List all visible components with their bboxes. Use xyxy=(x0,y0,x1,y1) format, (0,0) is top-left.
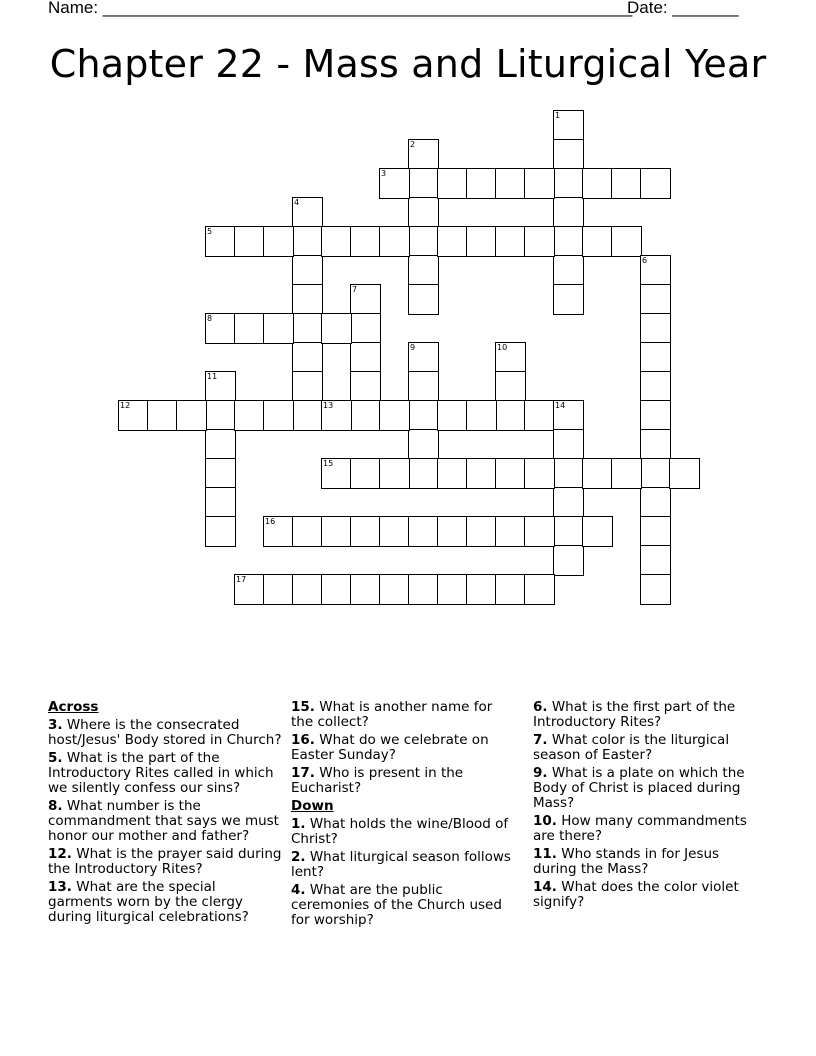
grid-cell[interactable] xyxy=(234,226,265,257)
grid-cell[interactable] xyxy=(524,458,555,489)
clue-across-16: 16. What do we celebrate on Easter Sunday? xyxy=(291,732,489,763)
grid-cell[interactable] xyxy=(350,458,381,489)
grid-cell[interactable] xyxy=(408,516,439,547)
grid-cell[interactable] xyxy=(553,255,584,286)
grid-cell[interactable] xyxy=(350,226,381,257)
grid-cell[interactable] xyxy=(582,226,613,257)
grid-cell[interactable] xyxy=(234,313,265,344)
grid-cell[interactable] xyxy=(553,139,584,170)
grid-cell[interactable] xyxy=(263,400,294,431)
grid-cell[interactable] xyxy=(437,458,468,489)
clue-down-11: 11. Who stands in for Jesus during the Mass? xyxy=(533,846,720,877)
grid-cell[interactable] xyxy=(292,400,323,431)
grid-cell[interactable] xyxy=(437,168,468,199)
cell-number: 4 xyxy=(294,198,300,207)
grid-cell[interactable] xyxy=(524,400,555,431)
cell-number: 11 xyxy=(207,372,218,381)
clue-across-3: 3. Where is the consecrated host/Jesus' Body stored in Church? xyxy=(48,717,282,748)
grid-cell[interactable] xyxy=(553,516,584,547)
grid-cell[interactable] xyxy=(553,168,584,199)
grid-cell[interactable] xyxy=(437,226,468,257)
grid-cell[interactable] xyxy=(553,545,584,576)
grid-cell[interactable] xyxy=(292,284,323,315)
grid-cell[interactable] xyxy=(408,371,439,402)
grid-cell[interactable] xyxy=(611,458,642,489)
grid-cell[interactable] xyxy=(466,226,497,257)
clue-across-15: 15. What is another name for the collect? xyxy=(291,699,493,730)
grid-cell[interactable] xyxy=(205,226,236,257)
grid-cell[interactable] xyxy=(437,400,468,431)
grid-cell[interactable] xyxy=(234,400,265,431)
cell-number: 12 xyxy=(120,401,131,410)
grid-cell[interactable] xyxy=(263,226,294,257)
clue-across-8: 8. What number is the commandment that says we must honor our mother and father? xyxy=(48,798,279,844)
grid-cell[interactable] xyxy=(495,226,526,257)
cell-number: 1 xyxy=(555,111,561,120)
grid-cell[interactable] xyxy=(582,516,613,547)
cell-number: 15 xyxy=(323,459,334,468)
grid-cell[interactable] xyxy=(205,313,236,344)
grid-cell[interactable] xyxy=(379,400,410,431)
grid-cell[interactable] xyxy=(321,400,352,431)
clue-down-9: 9. What is a plate on which the Body of Christ is placed during Mass? xyxy=(533,765,745,811)
cell-number: 10 xyxy=(497,343,508,352)
grid-cell[interactable] xyxy=(408,574,439,605)
clue-across-17: 17. Who is present in the Eucharist? xyxy=(291,765,464,796)
grid-cell[interactable] xyxy=(640,429,671,460)
grid-cell[interactable] xyxy=(408,226,439,257)
grid-cell[interactable] xyxy=(495,400,526,431)
grid-cell[interactable] xyxy=(118,400,149,431)
grid-cell[interactable] xyxy=(234,574,265,605)
grid-cell[interactable] xyxy=(379,516,410,547)
grid-cell[interactable] xyxy=(292,226,323,257)
grid-cell[interactable] xyxy=(553,284,584,315)
grid-cell[interactable] xyxy=(524,226,555,257)
grid-cell[interactable] xyxy=(292,574,323,605)
grid-cell[interactable] xyxy=(640,371,671,402)
clue-down-2: 2. What liturgical season follows lent? xyxy=(291,849,511,880)
grid-cell[interactable] xyxy=(205,371,236,402)
cell-number: 3 xyxy=(381,169,387,178)
clue-down-10: 10. How many commandments are there? xyxy=(533,813,747,844)
clue-down-4: 4. What are the public ceremonies of the Church used for worship? xyxy=(291,882,502,928)
date-field-label: Date: _______ xyxy=(627,0,739,17)
grid-cell[interactable] xyxy=(321,226,352,257)
grid-cell[interactable] xyxy=(553,197,584,228)
cell-number: 14 xyxy=(555,401,566,410)
grid-cell[interactable] xyxy=(350,516,381,547)
grid-cell[interactable] xyxy=(408,342,439,373)
grid-cell[interactable] xyxy=(553,458,584,489)
grid-cell[interactable] xyxy=(495,371,526,402)
grid-cell[interactable] xyxy=(408,255,439,286)
cell-number: 8 xyxy=(207,314,213,323)
grid-cell[interactable] xyxy=(408,458,439,489)
grid-cell[interactable] xyxy=(640,545,671,576)
grid-cell[interactable] xyxy=(292,255,323,286)
grid-cell[interactable] xyxy=(437,516,468,547)
grid-cell[interactable] xyxy=(553,400,584,431)
grid-cell[interactable] xyxy=(321,574,352,605)
grid-cell[interactable] xyxy=(292,313,323,344)
down-heading: Down xyxy=(291,798,334,814)
grid-cell[interactable] xyxy=(553,226,584,257)
grid-cell[interactable] xyxy=(350,284,381,315)
grid-cell[interactable] xyxy=(321,516,352,547)
grid-cell[interactable] xyxy=(379,574,410,605)
grid-cell[interactable] xyxy=(205,429,236,460)
grid-cell[interactable] xyxy=(640,342,671,373)
grid-cell[interactable] xyxy=(263,313,294,344)
grid-cell[interactable] xyxy=(408,284,439,315)
grid-cell[interactable] xyxy=(379,226,410,257)
name-field-label: Name: ________________________________________________________ xyxy=(48,0,633,17)
grid-cell[interactable] xyxy=(292,197,323,228)
grid-cell[interactable] xyxy=(379,168,410,199)
grid-cell[interactable] xyxy=(263,516,294,547)
grid-cell[interactable] xyxy=(640,574,671,605)
grid-cell[interactable] xyxy=(408,429,439,460)
grid-cell[interactable] xyxy=(205,458,236,489)
across-heading: Across xyxy=(48,699,99,715)
grid-cell[interactable] xyxy=(640,255,671,286)
grid-cell[interactable] xyxy=(408,400,439,431)
grid-cell[interactable] xyxy=(553,429,584,460)
grid-cell[interactable] xyxy=(495,168,526,199)
cell-number: 9 xyxy=(410,343,416,352)
grid-cell[interactable] xyxy=(640,313,671,344)
grid-cell[interactable] xyxy=(408,168,439,199)
clue-across-5: 5. What is the part of the Introductory Rites called in which we silently confess our sins? xyxy=(48,750,274,796)
cell-number: 13 xyxy=(323,401,334,410)
grid-cell[interactable] xyxy=(350,574,381,605)
grid-cell[interactable] xyxy=(553,487,584,518)
grid-cell[interactable] xyxy=(640,516,671,547)
grid-cell[interactable] xyxy=(466,400,497,431)
clue-column-3 xyxy=(533,700,763,913)
grid-cell[interactable] xyxy=(640,284,671,315)
grid-cell[interactable] xyxy=(176,400,207,431)
grid-cell[interactable] xyxy=(640,168,671,199)
grid-cell[interactable] xyxy=(350,371,381,402)
page-title: Chapter 22 - Mass and Liturgical Year xyxy=(49,42,767,86)
grid-cell[interactable] xyxy=(321,313,352,344)
clue-down-7: 7. What color is the liturgical season of Easter? xyxy=(533,732,730,763)
grid-cell[interactable] xyxy=(321,458,352,489)
grid-cell[interactable] xyxy=(205,516,236,547)
grid-cell[interactable] xyxy=(611,226,642,257)
grid-cell[interactable] xyxy=(292,371,323,402)
cell-number: 2 xyxy=(410,140,416,149)
grid-cell[interactable] xyxy=(495,516,526,547)
grid-cell[interactable] xyxy=(350,313,381,344)
clue-column-1 xyxy=(48,700,284,928)
grid-cell[interactable] xyxy=(640,487,671,518)
grid-cell[interactable] xyxy=(350,342,381,373)
clue-down-6: 6. What is the first part of the Introductory Rites? xyxy=(533,699,736,730)
grid-cell[interactable] xyxy=(466,458,497,489)
grid-cell[interactable] xyxy=(292,516,323,547)
cell-number: 16 xyxy=(265,517,276,526)
clue-across-12: 12. What is the prayer said during the Introductory Rites? xyxy=(48,846,282,877)
grid-cell[interactable] xyxy=(640,400,671,431)
grid-cell[interactable] xyxy=(350,400,381,431)
clue-column-2 xyxy=(291,700,515,931)
cell-number: 17 xyxy=(236,575,247,584)
grid-cell[interactable] xyxy=(292,342,323,373)
clue-down-14: 14. What does the color violet signify? xyxy=(533,879,739,910)
grid-cell[interactable] xyxy=(466,574,497,605)
grid-cell[interactable] xyxy=(437,574,468,605)
grid-cell[interactable] xyxy=(611,168,642,199)
grid-cell[interactable] xyxy=(147,400,178,431)
grid-cell[interactable] xyxy=(408,139,439,170)
grid-cell[interactable] xyxy=(524,516,555,547)
grid-cell[interactable] xyxy=(466,168,497,199)
grid-cell[interactable] xyxy=(495,342,526,373)
grid-cell[interactable] xyxy=(408,197,439,228)
grid-cell[interactable] xyxy=(553,110,584,141)
grid-cell[interactable] xyxy=(582,168,613,199)
cell-number: 6 xyxy=(642,256,648,265)
grid-cell[interactable] xyxy=(263,574,294,605)
grid-cell[interactable] xyxy=(205,400,236,431)
clue-down-1: 1. What holds the wine/Blood of Christ? xyxy=(291,816,509,847)
cell-number: 7 xyxy=(352,285,358,294)
grid-cell[interactable] xyxy=(640,458,671,489)
cell-number: 5 xyxy=(207,227,213,236)
grid-cell[interactable] xyxy=(495,458,526,489)
clue-across-13: 13. What are the special garments worn by the clergy during liturgical celebrations? xyxy=(48,879,249,925)
grid-cell[interactable] xyxy=(524,168,555,199)
grid-cell[interactable] xyxy=(466,516,497,547)
grid-cell[interactable] xyxy=(669,458,700,489)
grid-cell[interactable] xyxy=(205,487,236,518)
grid-cell[interactable] xyxy=(582,458,613,489)
grid-cell[interactable] xyxy=(379,458,410,489)
grid-cell[interactable] xyxy=(495,574,526,605)
grid-cell[interactable] xyxy=(524,574,555,605)
